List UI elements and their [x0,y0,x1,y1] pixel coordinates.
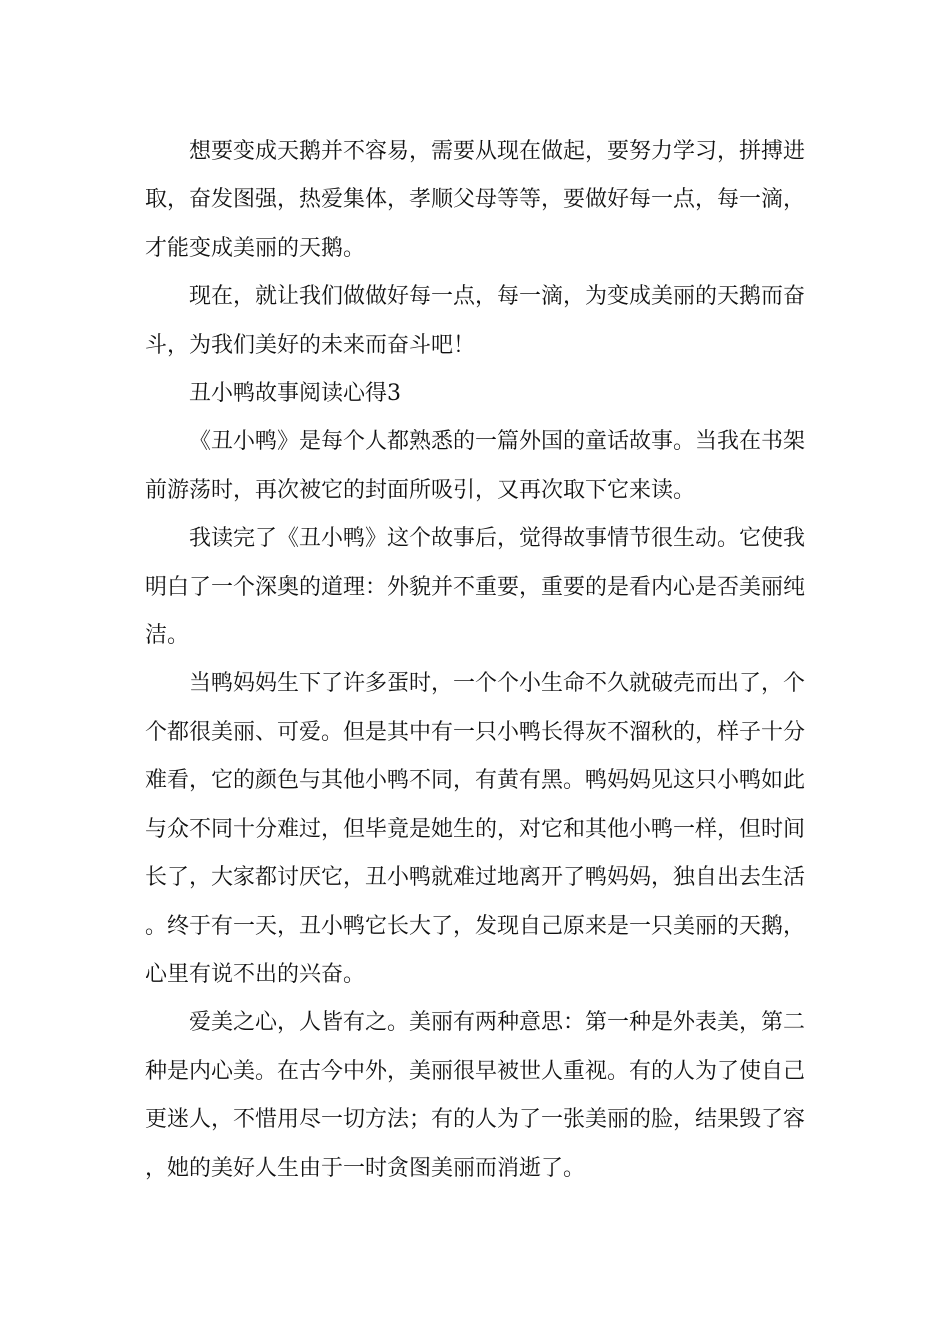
paragraph-strive-future: 现在，就让我们做做好每一点，每一滴，为变成美丽的天鹅而奋斗，为我们美好的未来而奋斗吧！ [145,284,806,358]
document-body [145,128,809,1193]
paragraph-beauty-reflection: 爱美之心，人皆有之。美丽有两种意思：第一种是外表美，第二种是内心美。在古今中外，美丽很早被世人重视。有的人为了使自己更迷人，不惜用尽一切方法；有的人为了一张美丽的脸，结果毁了容，她的美好人生由于一时贪图美丽而消逝了。 [145,1010,806,1181]
paragraph-plot-summary: 当鸭妈妈生下了许多蛋时，一个个小生命不久就破壳而出了，个个都很美丽、可爱。但是其中有一只小鸭长得灰不溜秋的，样子十分难看，它的颜色与其他小鸭不同，有黄有黑。鸭妈妈见这只小鸭如此与众不同十分难过，但毕竟是她生的，对它和其他小鸭一样，但时间长了，大家都讨厌它，丑小鸭就难过地离开了鸭妈妈，独自出去生活。终于有一天，丑小鸭它长大了，发现自己原来是一只美丽的天鹅，心里有说不出的兴奋。 [145,671,806,987]
section-heading: 丑小鸭故事阅读心得3 [189,381,401,407]
paragraph-lesson: 我读完了《丑小鸭》这个故事后，觉得故事情节很生动。它使我明白了一个深奥的道理：外貌并不重要，重要的是看内心是否美丽纯洁。 [145,526,806,649]
paragraph-intro-story: 《丑小鸭》是每个人都熟悉的一篇外国的童话故事。当我在书架前游荡时，再次被它的封面所吸引，又再次取下它来读。 [145,429,806,503]
paragraph-swan-effort: 想要变成天鹅并不容易，需要从现在做起，要努力学习，拼搏进取，奋发图强，热爱集体，孝顺父母等等，要做好每一点，每一滴，才能变成美丽的天鹅。 [145,139,806,261]
